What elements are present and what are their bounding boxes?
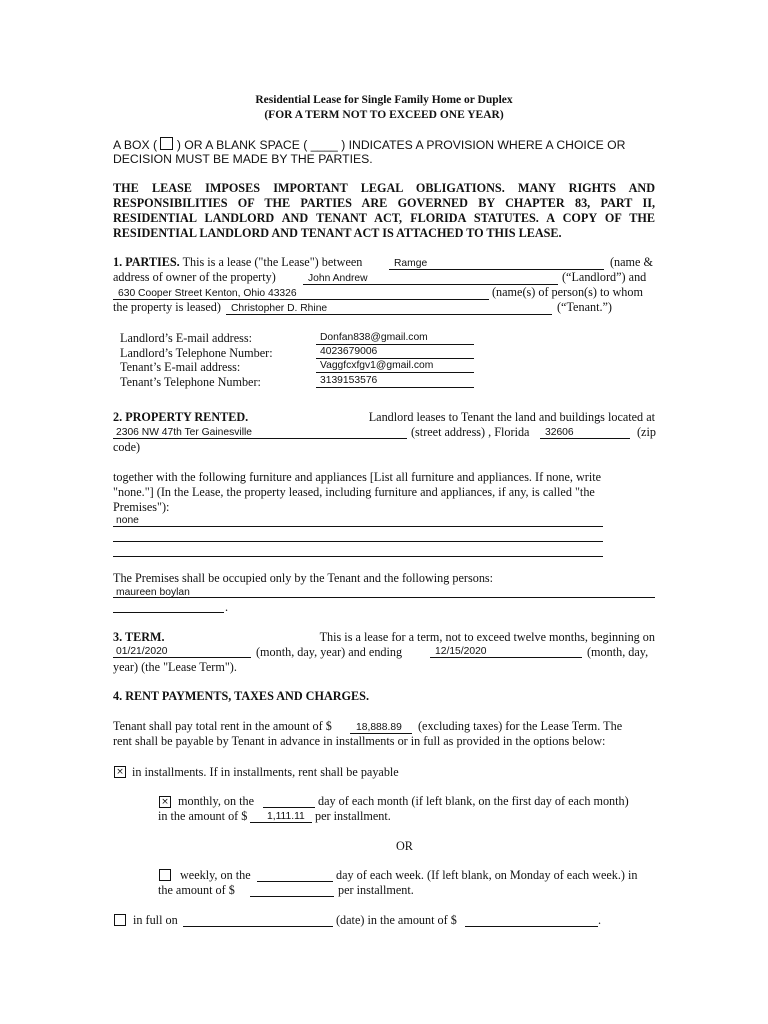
example-blank: ____ bbox=[310, 138, 338, 152]
full-text-c: . bbox=[598, 913, 602, 927]
choice-instructions bbox=[113, 137, 625, 153]
parties-line-1 bbox=[113, 255, 362, 270]
parties-line2-text: address of owner of the property) bbox=[113, 270, 276, 284]
landlord-name2-field[interactable]: John Andrew bbox=[308, 273, 368, 284]
landlord-phone-field[interactable]: 4023679006 bbox=[320, 346, 378, 357]
full-text-b: (date) in the amount of $ bbox=[336, 913, 457, 927]
choice-instructions-line2: DECISION MUST BE MADE BY THE PARTIES. bbox=[113, 152, 373, 166]
monthly-amount-field[interactable]: 1,111.11 bbox=[267, 811, 305, 822]
monthly-day-underline bbox=[263, 807, 315, 808]
occupants-text: The Premises shall be occupied only by the Tenant and the following persons: bbox=[113, 571, 494, 585]
instructions-part-b: ) OR A BLANK SPACE ( bbox=[176, 138, 308, 152]
weekly-text-b: day of each week. (If left blank, on Monday of each week.) in bbox=[336, 868, 638, 882]
tenant-email-field[interactable]: Vaggfcxfgv1@gmail.com bbox=[320, 360, 434, 371]
rent-line-2: rent shall be payable by Tenant in advance in installments or in full as provided in the options below: bbox=[113, 734, 606, 748]
tenant-phone-label: Tenant’s Telephone Number: bbox=[120, 375, 261, 389]
parties-line4-text: the property is leased) bbox=[113, 300, 221, 314]
weekly-amount-underline bbox=[250, 896, 334, 897]
term-end-field[interactable]: 12/15/2020 bbox=[435, 646, 487, 657]
landlord-email-label: Landlord’s E-mail address: bbox=[120, 331, 252, 345]
term-line-1 bbox=[113, 630, 655, 645]
tenant-email-label: Tenant’s E-mail address: bbox=[120, 360, 241, 374]
total-rent-field[interactable]: 18,888.89 bbox=[356, 722, 402, 733]
term-mid-text: (month, day, year) and ending bbox=[256, 645, 403, 659]
monthly-text-b: day of each month (if left blank, on the first day of each month) bbox=[318, 794, 629, 808]
term-heading: 3. TERM. bbox=[113, 630, 165, 644]
property-heading: 2. PROPERTY RENTED. bbox=[113, 410, 249, 424]
landlord-email-field[interactable]: Donfan838@gmail.com bbox=[320, 332, 428, 343]
rent-line1-a: Tenant shall pay total rent in the amount of $ bbox=[113, 719, 332, 733]
furniture-underline-1 bbox=[113, 526, 603, 527]
street-address-field[interactable]: 2306 NW 47th Ter Gainesville bbox=[116, 427, 253, 438]
document-title: Residential Lease for Single Family Home or Duplex bbox=[255, 94, 513, 106]
street-label: (street address) , Florida bbox=[411, 425, 530, 439]
weekly-amount-b: per installment. bbox=[338, 883, 414, 897]
installments-text: in installments. If in installments, rent shall be payable bbox=[132, 765, 399, 779]
rent-line1-b: (excluding taxes) for the Lease Term. The bbox=[418, 719, 623, 733]
furniture-underline-2 bbox=[113, 541, 603, 542]
or-text: OR bbox=[396, 839, 413, 853]
furniture-line-1: together with the following furniture and appliances [List all furniture and appliances. If none, write bbox=[113, 470, 602, 484]
full-date-underline bbox=[183, 926, 333, 927]
installments-checkbox[interactable]: × bbox=[114, 766, 126, 778]
term-line1-text: This is a lease for a term, not to exceed twelve months, beginning on bbox=[319, 630, 655, 644]
term-end-text: (month, day, bbox=[587, 645, 649, 659]
furniture-field[interactable]: none bbox=[116, 515, 139, 526]
landlord-name-field[interactable]: Ramge bbox=[394, 258, 428, 269]
tenant-phone-field[interactable]: 3139153576 bbox=[320, 375, 378, 386]
weekly-amount-a: the amount of $ bbox=[158, 883, 235, 897]
example-box bbox=[160, 137, 173, 150]
property-line-1 bbox=[113, 410, 655, 425]
term-line-3: year) (the "Lease Term"). bbox=[113, 660, 237, 674]
term-start-field[interactable]: 01/21/2020 bbox=[116, 646, 168, 657]
weekly-day-underline bbox=[257, 881, 333, 882]
tenant-field[interactable]: Christopher D. Rhine bbox=[231, 303, 328, 314]
occupants-field[interactable]: maureen boylan bbox=[116, 587, 190, 598]
tenant-email-underline bbox=[316, 372, 474, 373]
rent-heading: 4. RENT PAYMENTS, TAXES AND CHARGES. bbox=[113, 689, 369, 703]
parties-line4-end: (“Tenant.”) bbox=[557, 300, 612, 314]
landlord-email-underline bbox=[316, 344, 474, 345]
monthly-amount-b: per installment. bbox=[315, 809, 391, 823]
monthly-text-a: monthly, on the bbox=[178, 794, 255, 808]
furniture-line-2: "none."] (In the Lease, the property leased, including furniture and appliances, if any, is called "the bbox=[113, 485, 595, 499]
zip-label-2: code) bbox=[113, 440, 141, 454]
parties-heading: 1. PARTIES. bbox=[113, 255, 180, 269]
tenant-phone-underline bbox=[316, 387, 474, 388]
warning-line-4: RESIDENTIAL LANDLORD AND TENANT ACT IS ATTACHED TO THIS LEASE. bbox=[113, 226, 562, 240]
parties-line1-end: (name & bbox=[610, 255, 653, 269]
zip-field[interactable]: 32606 bbox=[545, 427, 574, 438]
landlord-phone-underline bbox=[316, 358, 474, 359]
weekly-text-a: weekly, on the bbox=[180, 868, 251, 882]
monthly-checkbox[interactable]: × bbox=[159, 796, 171, 808]
occupants-underline-1 bbox=[113, 597, 655, 598]
full-text-a: in full on bbox=[133, 913, 178, 927]
address-field[interactable]: 630 Cooper Street Kenton, Ohio 43326 bbox=[118, 288, 297, 299]
landlord-phone-label: Landlord’s Telephone Number: bbox=[120, 346, 273, 360]
parties-line1-text: This is a lease ("the Lease") between bbox=[182, 255, 363, 269]
furniture-underline-3 bbox=[113, 556, 603, 557]
document-subtitle: (FOR A TERM NOT TO EXCEED ONE YEAR) bbox=[264, 109, 504, 121]
occupants-period: . bbox=[225, 600, 229, 614]
weekly-checkbox[interactable] bbox=[159, 869, 171, 881]
warning-line-1: THE LEASE IMPOSES IMPORTANT LEGAL OBLIGATIONS. MANY RIGHTS AND bbox=[113, 181, 655, 195]
property-line1-text: Landlord leases to Tenant the land and buildings located at bbox=[368, 410, 655, 424]
warning-line-2: RESPONSIBILITIES OF THE PARTIES ARE GOVERNED BY CHAPTER 83, PART II, bbox=[113, 196, 655, 210]
parties-line2-end: (“Landlord”) and bbox=[562, 270, 647, 284]
furniture-line-3: Premises"): bbox=[113, 500, 170, 514]
full-amount-underline bbox=[465, 926, 598, 927]
instructions-part-c: ) INDICATES A PROVISION WHERE A CHOICE OR bbox=[341, 138, 626, 152]
zip-label: (zip bbox=[637, 425, 656, 439]
instructions-part-a: A BOX ( bbox=[113, 138, 158, 152]
monthly-amount-a: in the amount of $ bbox=[158, 809, 248, 823]
warning-line-3: RESIDENTIAL LANDLORD AND TENANT ACT, FLORIDA STATUTES. A COPY OF THE bbox=[113, 211, 655, 225]
parties-line3-end: (name(s) of person(s) to whom bbox=[492, 285, 643, 299]
occupants-underline-2 bbox=[113, 612, 224, 613]
full-checkbox[interactable] bbox=[114, 914, 126, 926]
